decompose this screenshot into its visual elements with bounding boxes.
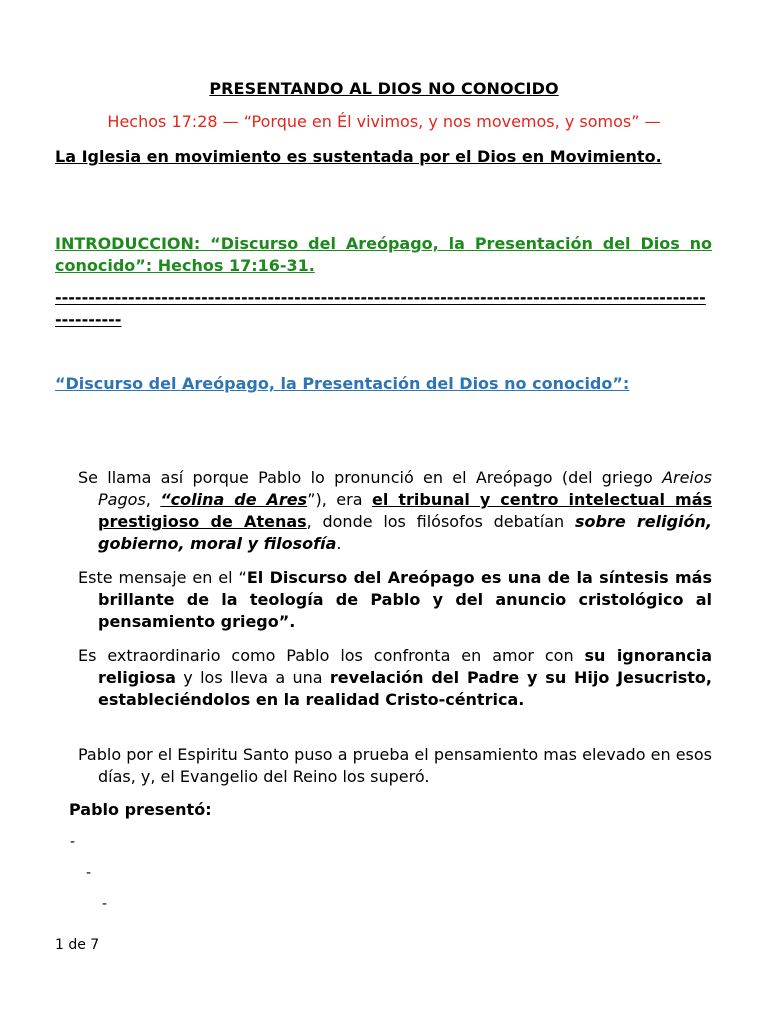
p3-text-a: Es extraordinario como Pablo los confronta en amor con xyxy=(78,646,585,665)
pablo-presento-heading: Pablo presentó: xyxy=(69,800,212,819)
p1-text-colina: “colina de Ares xyxy=(160,490,308,509)
p1-text-tribunal: el tribunal y centro intelectual más prestigioso de Atenas xyxy=(98,490,713,531)
key-verse: Hechos 17:28 — “Porque en Él vivimos, y nos movemos, y somos” — xyxy=(107,112,661,131)
p3-text-revelacion: revelación del Padre y su Hijo Jesucristo, estableciéndolos en la realidad Cristo-céntrica. xyxy=(98,668,712,709)
section-subtitle: “Discurso del Areópago, la Presentación del Dios no conocido”: xyxy=(55,374,630,393)
separator-line: ------------------------------------------------------------------------------------------------------------ xyxy=(55,288,706,329)
p2-text-bold: El Discurso del Areópago es una de la síntesis más brillante de la teología de Pablo y del anuncio cristológico al pensamiento griego”. xyxy=(98,568,712,631)
main-heading: La Iglesia en movimiento es sustentada por el Dios en Movimiento. xyxy=(55,147,662,166)
p1-text-topics: sobre religión, gobierno, moral y filosofía xyxy=(98,512,713,553)
p1-text-c: , xyxy=(145,490,161,509)
p1-text-areios-pagos: Areios Pagos xyxy=(98,468,712,509)
p1-text-e: ”), era xyxy=(307,490,373,509)
introduction-heading: INTRODUCCION: “Discurso del Areópago, la Presentación del Dios no conocido”: Hechos 17:16-31. xyxy=(55,234,712,275)
paragraph-mensaje xyxy=(78,567,712,633)
document-title: PRESENTANDO AL DIOS NO CONOCIDO xyxy=(209,79,559,98)
p2-text-a: Este mensaje en el “ xyxy=(78,568,247,587)
list-item: - xyxy=(70,834,76,850)
page-number: 1 de 7 xyxy=(55,937,100,953)
p3-text-c: y los lleva a una xyxy=(175,668,330,687)
paragraph-confronta xyxy=(78,645,712,711)
list-item: - xyxy=(86,865,92,881)
p1-text-a: Se llama así porque Pablo lo pronunció en el Areópago (del griego xyxy=(78,468,663,487)
p3-text-ignorancia: su ignorancia religiosa xyxy=(98,646,712,687)
p1-text-g: , donde los filósofos debatían xyxy=(306,512,575,531)
list-item: - xyxy=(102,896,108,912)
p1-text-i: . xyxy=(336,534,342,553)
paragraph-areopago xyxy=(78,467,712,555)
paragraph-espiritu: Pablo por el Espiritu Santo puso a prueba el pensamiento mas elevado en esos días, y, el Evangelio del Reino los superó. xyxy=(78,745,712,786)
